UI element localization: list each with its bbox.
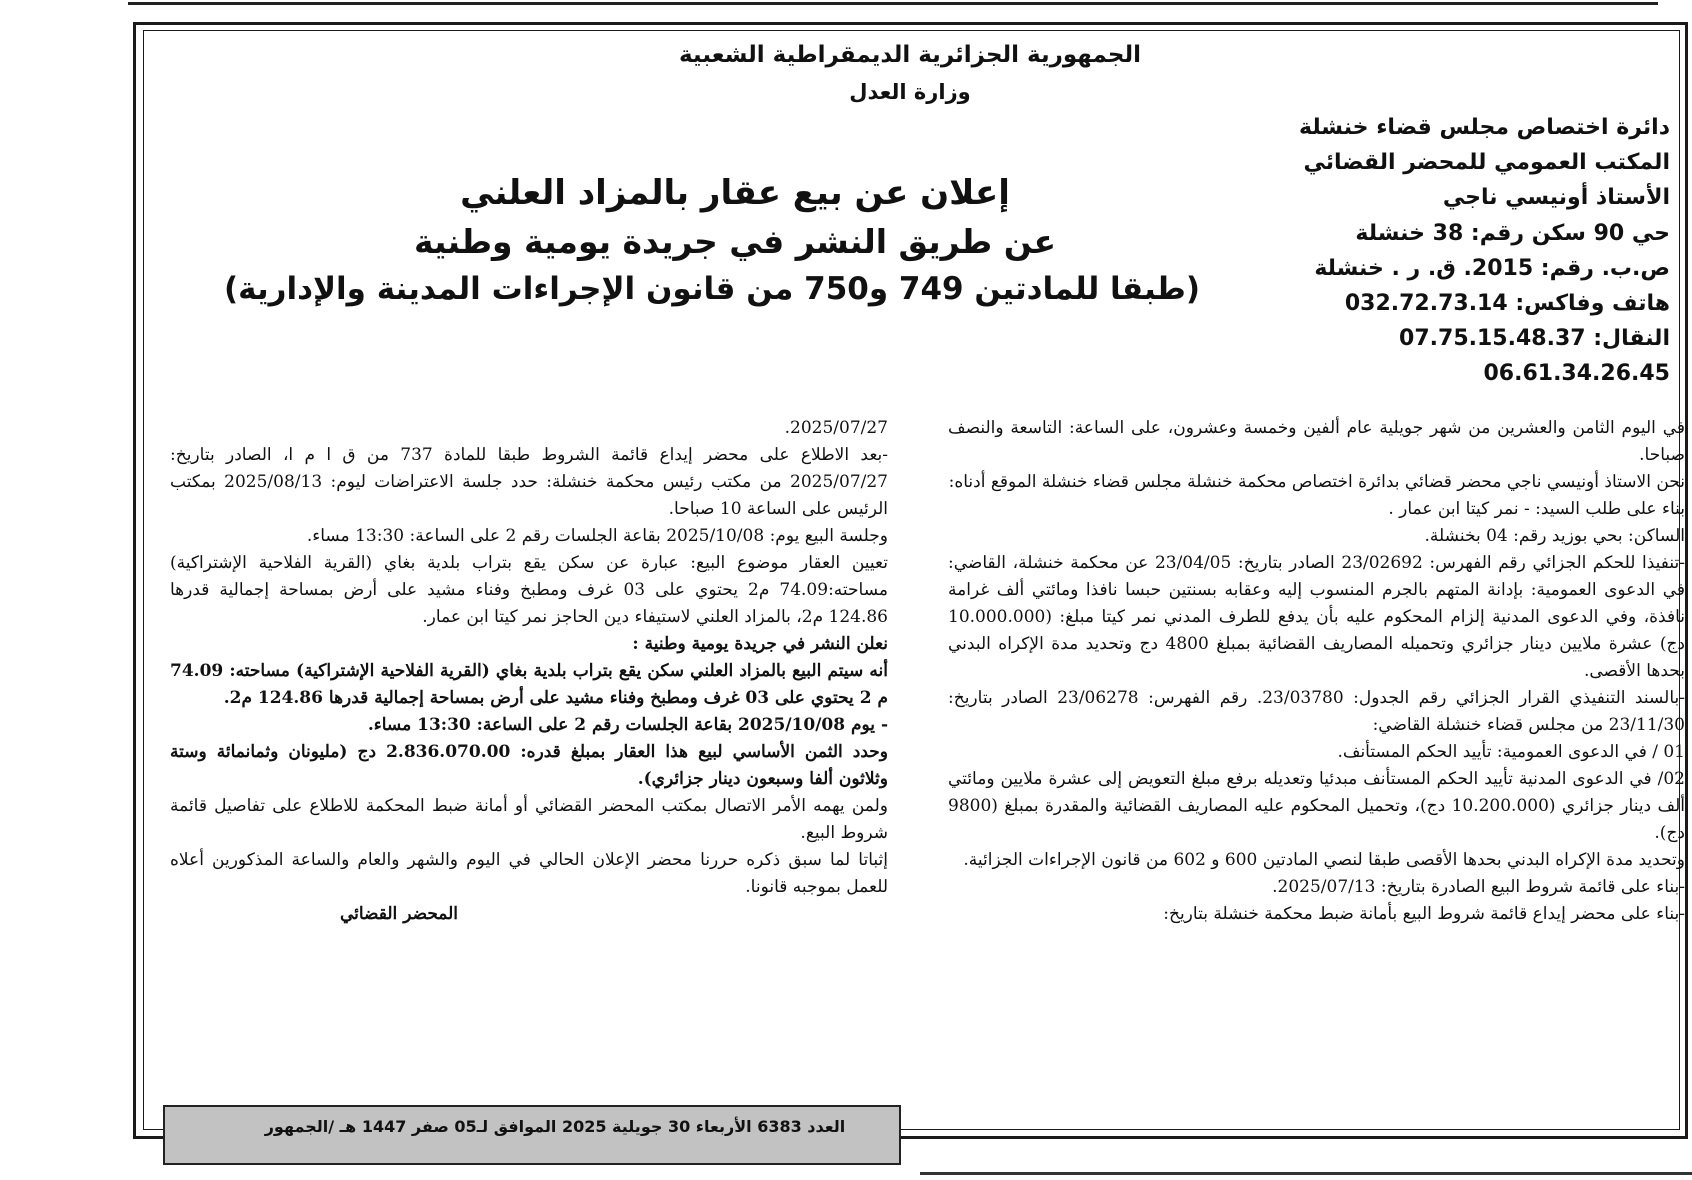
- title-line-1: إعلان عن بيع عقار بالمزاد العلني: [460, 173, 1010, 213]
- certification-paragraph: إثباتا لما سبق ذكره حررنا محضر الإعلان الحالي في اليوم والشهر والعام والساعة المذكورين أعلاه للعمل بموجبه قانونا.: [170, 850, 888, 897]
- sale-date: - يوم 2025/10/08 بقاعة الجلسات رقم 2 على الساعة: 13:30 مساء.: [367, 715, 888, 735]
- office-name: المكتب العمومي للمحضر القضائي: [1303, 150, 1670, 176]
- ministry-heading: وزارة العدل: [849, 80, 971, 104]
- title-line-3: (طبقا للمادتين 749 و750 من قانون الإجراءات المدينة والإدارية): [223, 271, 1200, 307]
- notice-paragraph: بناء على طلب السيد: - نمر كيتا ابن عمار .: [1388, 499, 1685, 519]
- top-rule: [128, 2, 1658, 5]
- office-phone-fax: هاتف وفاكس: 032.72.73.14: [1344, 291, 1670, 317]
- office-address: حي 90 سكن رقم: 38 خنشلة: [1355, 220, 1670, 246]
- bailiff-name: الأستاذ أونيسي ناجي: [1442, 185, 1670, 211]
- sale-announcement: أنه سيتم البيع بالمزاد العلني سكن يقع بتراب بلدية بغاي (القرية الفلاحية الإشتراكية) مساحته: 74.09 م 2 يحتوي على 03 غرف ومطبخ وفناء مشيد على أرض بمساحة إجمالية قدرها 124.86 م2.: [170, 661, 888, 708]
- notice-paragraph: في اليوم الثامن والعشرين من شهر جويلية عام ألفين وخمسة وعشرون، على الساعة: التاسعة والنصف صباحا.: [948, 418, 1685, 465]
- notice-paragraph: الساكن: بحي بوزيد رقم: 04 بخنشلة.: [1424, 526, 1685, 546]
- notice-paragraph: 2025/07/27.: [784, 418, 888, 438]
- contact-paragraph: ولمن يهمه الأمر الاتصال بمكتب المحضر القضائي أو أمانة ضبط المحكمة للاطلاع على تفاصيل قائمة شروط البيع.: [170, 796, 888, 843]
- office-jurisdiction: دائرة اختصاص مجلس قضاء خنشلة: [1298, 115, 1670, 140]
- office-mobile-1: النقال: 07.75.15.48.37: [1399, 326, 1670, 352]
- notice-paragraph: -بناء على قائمة شروط البيع الصادرة بتاريخ: 2025/07/13.: [1272, 877, 1685, 897]
- signature-label: المحضر القضائي: [339, 904, 459, 924]
- title-line-2: عن طريق النشر في جريدة يومية وطنية: [414, 222, 1056, 261]
- office-po-box: ص.ب. رقم: 2015. ق. ر . خنشلة: [1314, 255, 1670, 281]
- notice-paragraph: -تنفيذا للحكم الجزائي رقم الفهرس: 23/02692 الصادر بتاريخ: 23/04/05 عن محكمة خنشلة، القاضي: في الدعوى العمومية: بإدانة المتهم بالجرم المنسوب إليه وعقابه بسنتين حبسا نافذا ومائتي ألف غرامة نافذة، وفي الدعوى المدنية إلزام المحكوم عليه بأن يدفع للطرف المدني نمر كيتا مبلغ: (10.000.000 دج) عشرة ملايين دينار جزائري وتحميله المصاريف القضائية بمبلغ 4800 دج وتحديد مدة الإكراه البدني بحدها الأقصى.: [948, 553, 1685, 681]
- bottom-rule: [920, 1172, 1692, 1175]
- notice-paragraph: وتحديد مدة الإكراه البدني بحدها الأقصى طبقا لنصي المادتين 600 و 602 من قانون الإجراءات الجزائية.: [963, 850, 1685, 870]
- notice-paragraph: نحن الاستاذ أونيسي ناجي محضر قضائي بدائرة اختصاص محكمة خنشلة مجلس قضاء خنشلة الموقع أدناه:: [948, 472, 1685, 492]
- notice-right-column: [948, 415, 1685, 928]
- base-price: وحدد الثمن الأساسي لبيع هذا العقار بمبلغ قدره: 2.836.070.00 دج (مليونان وثمانمائة وستة وثلاثون ألفا وسبعون دينار جزائري).: [170, 742, 888, 789]
- notice-paragraph: تعيين العقار موضوع البيع: عبارة عن سكن يقع بتراب بلدية بغاي (القرية الفلاحية الإشتراكية) مساحته:74.09 م2 يحتوي على 03 غرف ومطبخ وفناء مشيد على أرض بمساحة إجمالية قدرها 124.86 م2، بالمزاد العلني لاستيفاء دين الحاجز نمر كيتا ابن عمار.: [170, 553, 888, 627]
- notice-paragraph: وجلسة البيع يوم: 2025/10/08 بقاعة الجلسات رقم 2 على الساعة: 13:30 مساء.: [306, 526, 888, 546]
- notice-paragraph: -بعد الاطلاع على محضر إيداع قائمة الشروط طبقا للمادة 737 من ق ا م ا، الصادر بتاريخ: 2025/07/27 من مكتب رئيس محكمة خنشلة: حدد جلسة الاعتراضات ليوم: 2025/08/13 بمكتب الرئيس على الساعة 10 صباحا.: [170, 445, 888, 519]
- notice-left-column: [170, 415, 888, 928]
- bailiff-office-block: [1200, 110, 1670, 392]
- notice-paragraph: 02/ في الدعوى المدنية تأييد الحكم المستأنف مبدئيا وتعديله برفع مبلغ التعويض إلى عشرة ملايين ومائتي ألف دينار جزائري (10.200.000 دج)، وتحميل المحكوم عليه المصاريف القضائية والمقدرة بمبلغ (9800 دج).: [948, 769, 1685, 843]
- republic-heading: الجمهورية الجزائرية الديمقراطية الشعبية: [678, 42, 1142, 68]
- notice-paragraph: -بناء على محضر إيداع قائمة شروط البيع بأمانة ضبط محكمة خنشلة بتاريخ:: [1163, 904, 1685, 924]
- notice-paragraph: -بالسند التنفيذي القرار الجزائي رقم الجدول: 23/03780. رقم الفهرس: 23/06278 الصادر بتاريخ: 23/11/30 من مجلس قضاء خنشلة القاضي:: [948, 688, 1685, 735]
- issue-footer-text: العدد 6383 الأربعاء 30 جويلية 2025 الموافق لـ05 صفر 1447 هـ /الجمهور: [264, 1117, 846, 1136]
- notice-title: [223, 168, 1200, 312]
- publication-heading: نعلن النشر في جريدة يومية وطنية :: [632, 634, 888, 654]
- office-mobile-2: 06.61.34.26.45: [1483, 361, 1670, 387]
- notice-paragraph: 01 / في الدعوى العمومية: تأييد الحكم المستأنف.: [1337, 742, 1685, 762]
